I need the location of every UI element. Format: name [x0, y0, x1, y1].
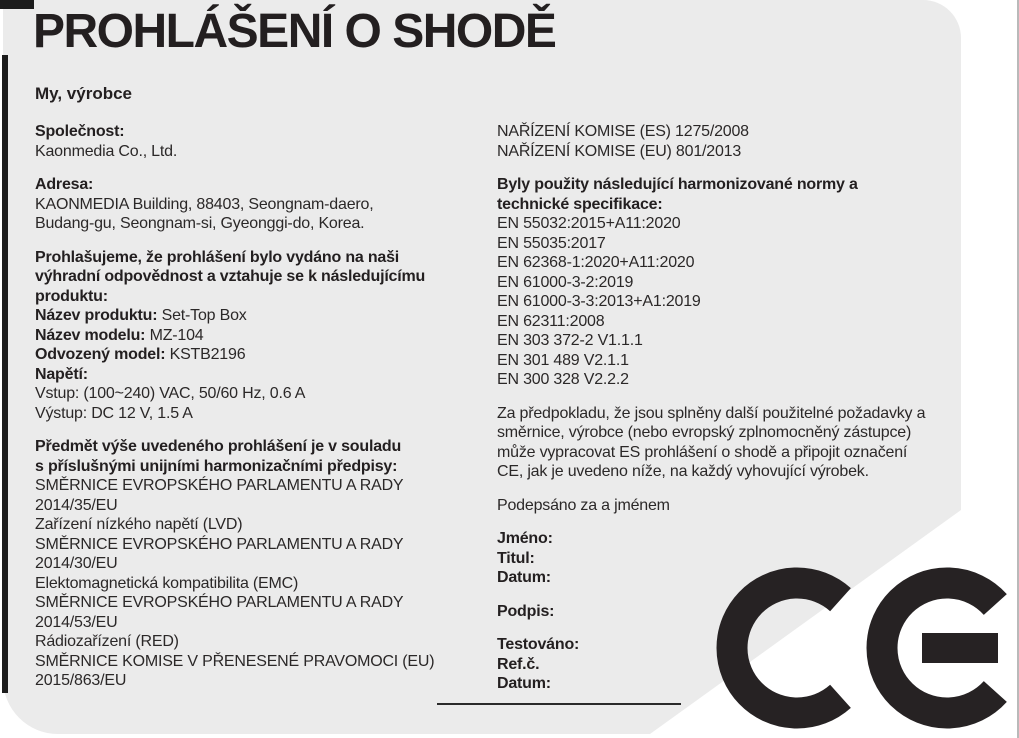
text-group — [497, 122, 967, 161]
text-line: Zařízení nízkého napětí (LVD) — [35, 516, 243, 533]
text-line: Prohlašujeme, že prohlášení bylo vydáno na naši — [35, 248, 400, 266]
text-line: EN 62368-1:2020+A11:2020 — [497, 254, 695, 271]
text-line: Předmět výše uvedeného prohlášení je v souladu — [35, 438, 402, 455]
text-group — [35, 248, 465, 424]
text-line: Ref.č. — [497, 655, 540, 673]
text-line: SMĚRNICE EVROPSKÉHO PARLAMENTU A RADY — [35, 477, 404, 494]
field-label: Název produktu: — [35, 307, 158, 324]
text-line: CE, jak je uvedeno níže, na každý vyhovující výrobek. — [497, 463, 869, 480]
top-left-rule — [0, 0, 34, 9]
field-line: Název modelu: MZ-104 — [35, 326, 204, 344]
text-line: EN 61000-3-2:2019 — [497, 273, 634, 291]
text-line: Budang-gu, Seongnam-si, Gyeonggi-do, Korea. — [35, 215, 365, 232]
text-line: SMĚRNICE EVROPSKÉHO PARLAMENTU A RADY — [35, 535, 404, 553]
text-group — [497, 404, 967, 482]
text-line: EN 303 372-2 V1.1.1 — [497, 332, 643, 349]
text-line: Kaonmedia Co., Ltd. — [35, 142, 178, 160]
text-line: Titul: — [497, 549, 535, 567]
text-line: KAONMEDIA Building, 88403, Seongnam-daero, — [35, 195, 374, 213]
text-group — [35, 122, 465, 161]
text-line: Datum: — [497, 569, 551, 586]
text-line: EN 55035:2017 — [497, 234, 606, 252]
page-subtitle: My, výrobce — [35, 84, 133, 103]
text-line: Vstup: (100~240) VAC, 50/60 Hz, 0.6 A — [35, 385, 306, 402]
page-title: PROHLÁŠENÍ O SHODĚ — [33, 5, 556, 58]
text-line: EN 61000-3-3:2013+A1:2019 — [497, 293, 701, 310]
text-line: 2014/30/EU — [35, 555, 118, 572]
text-line: Napětí: — [35, 365, 88, 383]
text-line: 2015/863/EU — [35, 672, 127, 689]
text-line: může vypracovat ES prohlášení o shodě a připojit označení — [497, 443, 908, 461]
text-line: Jméno: — [497, 530, 553, 547]
text-line: Za předpokladu, že jsou splněny další použitelné požadavky a — [497, 404, 926, 422]
text-line: EN 55032:2015+A11:2020 — [497, 215, 681, 232]
text-line: technické specifikace: — [497, 195, 663, 213]
field-label: Odvozený model: — [35, 346, 166, 363]
text-line: EN 301 489 V2.1.1 — [497, 351, 629, 369]
text-line: 2014/53/EU — [35, 613, 118, 631]
field-line: Odvozený model: KSTB2196 — [35, 346, 246, 363]
text-line: s příslušnými unijními harmonizačními předpisy: — [35, 457, 398, 475]
field-line: Název produktu: Set-Top Box — [35, 307, 247, 324]
text-line: Podepsáno za a jménem — [497, 496, 670, 514]
text-line: NAŘÍZENÍ KOMISE (ES) 1275/2008 — [497, 123, 749, 140]
text-line: Podpis: — [497, 602, 555, 620]
text-line: EN 300 328 V2.2.2 — [497, 371, 629, 388]
field-label: Název modelu: — [35, 326, 146, 344]
text-group — [35, 437, 465, 691]
text-line: Byly použity následující harmonizované normy a — [497, 176, 858, 193]
text-line: Rádiozařízení (RED) — [35, 633, 179, 650]
text-line: Elektomagnetická kompatibilita (EMC) — [35, 574, 299, 592]
text-line: výhradní odpovědnost a vztahuje se k následujícímu — [35, 268, 426, 285]
text-group — [497, 175, 967, 390]
ce-mark-icon — [692, 548, 1019, 738]
text-line: 2014/35/EU — [35, 496, 118, 514]
text-line: NAŘÍZENÍ KOMISE (EU) 801/2013 — [497, 142, 742, 160]
signature-line — [437, 703, 681, 705]
left-column — [35, 122, 465, 705]
text-line: EN 62311:2008 — [497, 312, 605, 330]
text-line: SMĚRNICE KOMISE V PŘENESENÉ PRAVOMOCI (EU) — [35, 652, 435, 670]
text-group — [35, 175, 465, 234]
text-line: SMĚRNICE EVROPSKÉHO PARLAMENTU A RADY — [35, 594, 404, 611]
text-line: Testováno: — [497, 636, 580, 653]
text-line: Společnost: — [35, 123, 125, 140]
text-line: Datum: — [497, 675, 551, 692]
text-line: směrnice, výrobce (nebo evropský zplnomocněný zástupce) — [497, 424, 912, 441]
text-line: produktu: — [35, 287, 108, 305]
left-rule — [2, 55, 8, 693]
text-line: Výstup: DC 12 V, 1.5 A — [35, 404, 193, 422]
text-line: Adresa: — [35, 176, 94, 193]
text-group — [497, 496, 967, 516]
